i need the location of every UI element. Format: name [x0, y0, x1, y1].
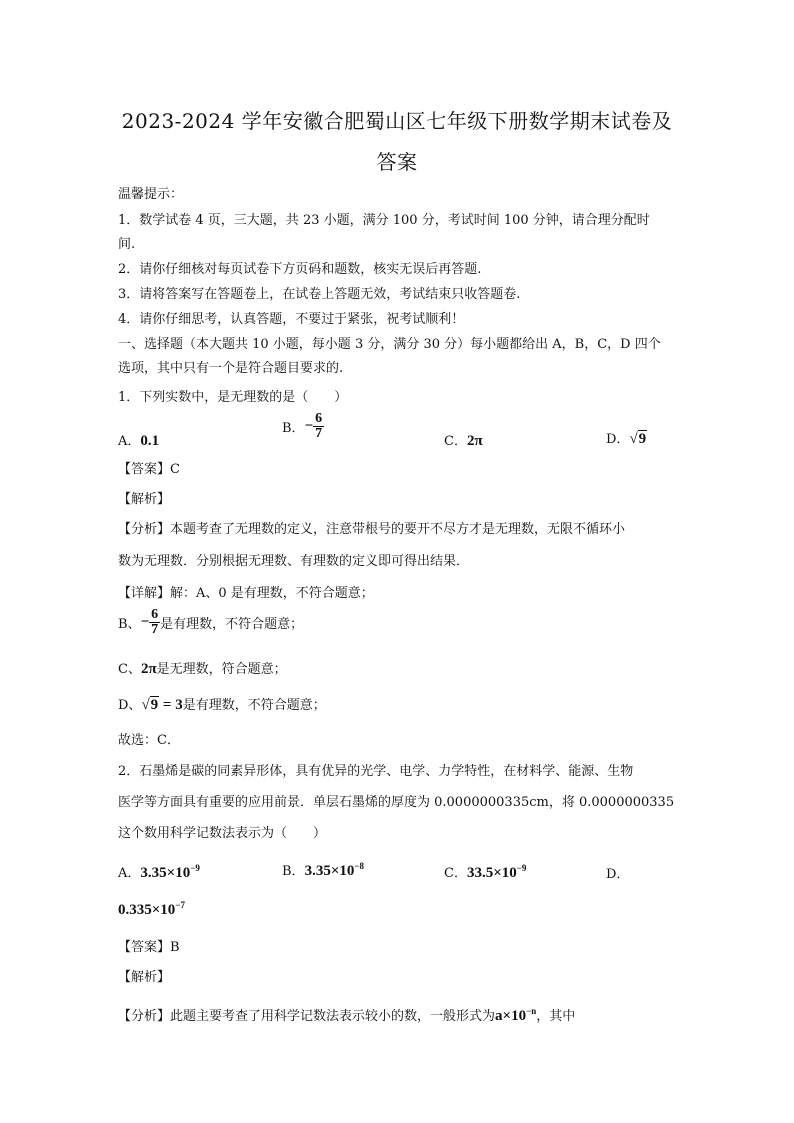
q2-option-c: C．$33.5\times 10^{-9}$ [444, 863, 527, 881]
q1-choose: 故选：C． [118, 733, 180, 748]
q1-fenxi-1: 【分析】本题考查了无理数的定义，注意带根号的要开不尽方才是无理数，无限不循环小 [118, 522, 626, 537]
section-1-intro-cont: 选项，其中只有一个是符合题目要求的. [118, 361, 344, 376]
document-title-line1: 2023-2024 学年安徽合肥蜀山区七年级下册数学期末试卷及 [121, 109, 673, 133]
q1-option-c: C．2π [444, 433, 483, 449]
q1-option-b: B．− $\frac{6}{7}$ [282, 411, 323, 441]
q2-analysis-label: 【解析】 [118, 970, 171, 985]
q1-fenxi-2: 数为无理数．分别根据无理数、有理数的定义即可得出结果． [118, 554, 470, 569]
tip-1: 1．数学试卷 4 页，三大题，共 23 小题，满分 100 分，考试时间 100 分钟，请合理分配时 [118, 213, 650, 228]
q1-answer: 【答案】C [118, 462, 180, 477]
tip-3: 3．请将答案写在答题卷上，在试卷上答题无效，考试结束只收答题卷. [118, 287, 521, 302]
q2-option-d-value: $0.335\times 10^{-7}$ [118, 900, 185, 918]
section-1-intro: 一、选择题（本大题共 10 小题，每小题 3 分，满分 30 分）每小题都给出 A，B，C，D 四个 [118, 337, 661, 352]
q1-option-a: A．0.1 [118, 433, 160, 449]
tips-heading: 温馨提示： [118, 187, 184, 202]
question-2-stem-3: 这个数用科学记数法表示为（ ） [118, 826, 327, 841]
q1-detail-d: D、√9 = 3是有理数，不符合题意； [118, 697, 326, 713]
tip-1-cont: 间. [118, 237, 136, 252]
q1-detail-a: 【详解】解：A、0 是有理数，不符合题意； [118, 586, 374, 601]
tip-4: 4．请你仔细思考，认真答题，不要过于紧张，祝考试顺利！ [118, 312, 465, 327]
q2-option-b: B．$3.35\times 10^{-8}$ [282, 861, 365, 879]
q1-option-d: D．√9 [606, 431, 647, 447]
question-2-stem-2: 医学等方面具有重要的应用前景．单层石墨烯的厚度为 0.0000000335cm，将 0.0000000335 [118, 795, 675, 810]
q2-answer: 【答案】B [118, 940, 180, 955]
question-2-stem-1: 2．石墨烯是碳的同素异形体，具有优异的光学、电学、力学特性，在材料学、能源、生物 [118, 764, 634, 779]
q2-fenxi: 【分析】此题主要考查了用科学记数法表示较小的数，一般形式为$a\times 10^{-n}$，其中 [118, 1006, 576, 1024]
q1-analysis-label: 【解析】 [118, 492, 171, 507]
tip-2: 2．请你仔细核对每页试卷下方页码和题数，核实无误后再答题. [118, 262, 482, 277]
q2-option-d-label: D． [606, 867, 630, 882]
document-title-line2: 答案 [376, 150, 418, 174]
q1-detail-c: C、2π是无理数，符合题意； [118, 661, 287, 677]
q1-detail-b: B、− $\frac{6}{7}$ 是有理数，不符合题意； [118, 607, 304, 637]
question-1-stem: 1．下列实数中，是无理数的是（ ） [118, 390, 348, 405]
q2-option-a: A．$3.35\times 10^{-9}$ [118, 863, 200, 881]
